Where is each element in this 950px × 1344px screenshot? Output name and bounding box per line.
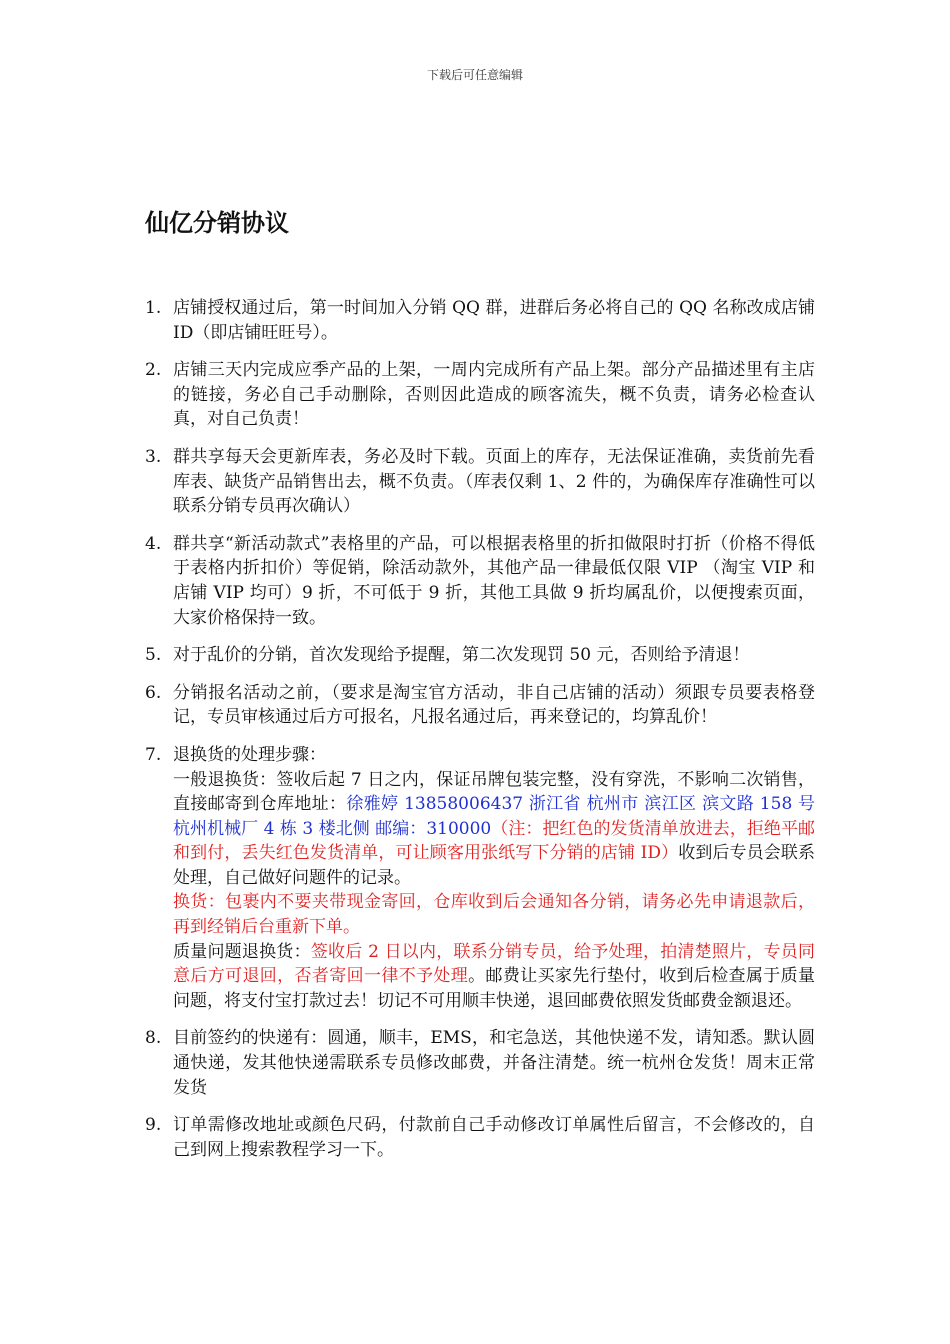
clause-9 [145, 1113, 815, 1162]
clause-6 [145, 681, 815, 730]
quality-return-label: 质量问题退换货： [173, 941, 311, 962]
clause-text [173, 743, 815, 1014]
page-header-note: 下载后可任意编辑 [426, 68, 523, 82]
clause-3 [145, 445, 815, 519]
clause-5 [145, 643, 815, 668]
general-return-text: 一般退换货：签收后起 7 日之内，保证吊牌包装完整，没有穿洗，不影响二次销售，直接邮寄到仓库地址： [173, 769, 815, 815]
clause-text: 群共享“新活动款式”表格里的产品，可以根据表格里的折扣做限时打折（价格不得低于表格内折扣价）等促销，除活动款外，其他产品一律最低仅限 VIP （淘宝 VIP 和店铺 VIP 均可）9 折，不可低于 9 折，其他工具做 9 折均属乱价，以便搜索页面，大家价格保持一致。 [173, 533, 815, 628]
agreement-clauses [145, 296, 815, 1175]
clause-number: 1. [145, 298, 162, 318]
clause-number: 4. [145, 533, 162, 554]
return-note-warning: （注：把红色的发货清单放进去，拒绝平邮和到付，丢失红色发货清单，可让顾客用张纸写下分销的店铺 ID） [173, 818, 816, 864]
return-followup-text: 收到后专员会联系处理，自己做好问题件的记录。 [173, 843, 816, 888]
clause-text: 群共享每天会更新库表，务必及时下载。页面上的库存，无法保证准确，卖货前先看库表、缺货产品销售出去，概不负责。（库表仅剩 1、2 件的，为确保库存准确性可以联系分销专员再次确认） [173, 446, 815, 517]
clause-number: 3. [145, 446, 162, 467]
clause-text: 店铺三天内完成应季产品的上架，一周内完成所有产品上架。部分产品描述里有主店的链接，务必自己手动删除，否则因此造成的顾客流失，概不负责，请务必检查认真，对自己负责！ [173, 360, 815, 430]
clause-text: 订单需修改地址或颜色尺码，付款前自己手动修改订单属性后留言，不会修改的，自己到网上搜索教程学习一下。 [173, 1115, 815, 1160]
clause-2 [145, 358, 815, 432]
return-steps-heading: 退换货的处理步骤： [173, 744, 326, 765]
clause-number: 8. [145, 1028, 162, 1049]
warehouse-address: 徐雅婷 13858006437 浙江省 杭州市 滨江区 滨文路 158 号杭州机械厂 4 栋 3 楼北侧 邮编：310000 [173, 794, 815, 839]
clause-text: 对于乱价的分销，首次发现给予提醒，第二次发现罚 50 元，否则给予清退！ [173, 645, 750, 666]
clause-text: 店铺授权通过后，第一时间加入分销 QQ 群，进群后务必将自己的 QQ 名称改成店铺 ID（即店铺旺旺号）。 [173, 298, 815, 343]
quality-return-text: 。邮费让买家先行垫付，收到后检查属于质量问题，将支付宝打款过去！切记不可用顺丰快递，退回邮费依照发货邮费金额退还。 [173, 966, 816, 1011]
quality-return-warning: 签收后 2 日以内，联系分销专员，给予处理，拍清楚照片，专员同意后方可退回，否者寄回一律不予处理 [173, 941, 815, 987]
clause-7 [145, 743, 815, 1014]
clause-text: 目前签约的快递有：圆通，顺丰，EMS，和宅急送，其他快递不发，请知悉。默认圆通快递，发其他快递需联系专员修改邮费，并备注清楚。统一杭州仓发货！周末正常发货 [173, 1028, 815, 1098]
clause-number: 9. [145, 1115, 162, 1136]
clause-1 [145, 296, 815, 345]
general-return-paragraph [173, 768, 815, 891]
clause-8 [145, 1026, 815, 1100]
clause-4 [145, 532, 815, 630]
clause-number: 5. [145, 645, 162, 666]
clause-text: 分销报名活动之前，（要求是淘宝官方活动，非自己店铺的活动）须跟专员要表格登记，专员审核通过后方可报名，凡报名通过后，再来登记的，均算乱价！ [173, 682, 815, 728]
exchange-paragraph: 换货：包裹内不要夹带现金寄回，仓库收到后会通知各分销，请务必先申请退款后，再到经销后台重新下单。 [173, 892, 815, 938]
document-title: 仙亿分销协议 [145, 209, 289, 237]
quality-return-paragraph [173, 940, 815, 1014]
clause-number: 7. [145, 744, 162, 765]
clause-number: 6. [145, 682, 162, 703]
clause-number: 2. [145, 360, 162, 381]
